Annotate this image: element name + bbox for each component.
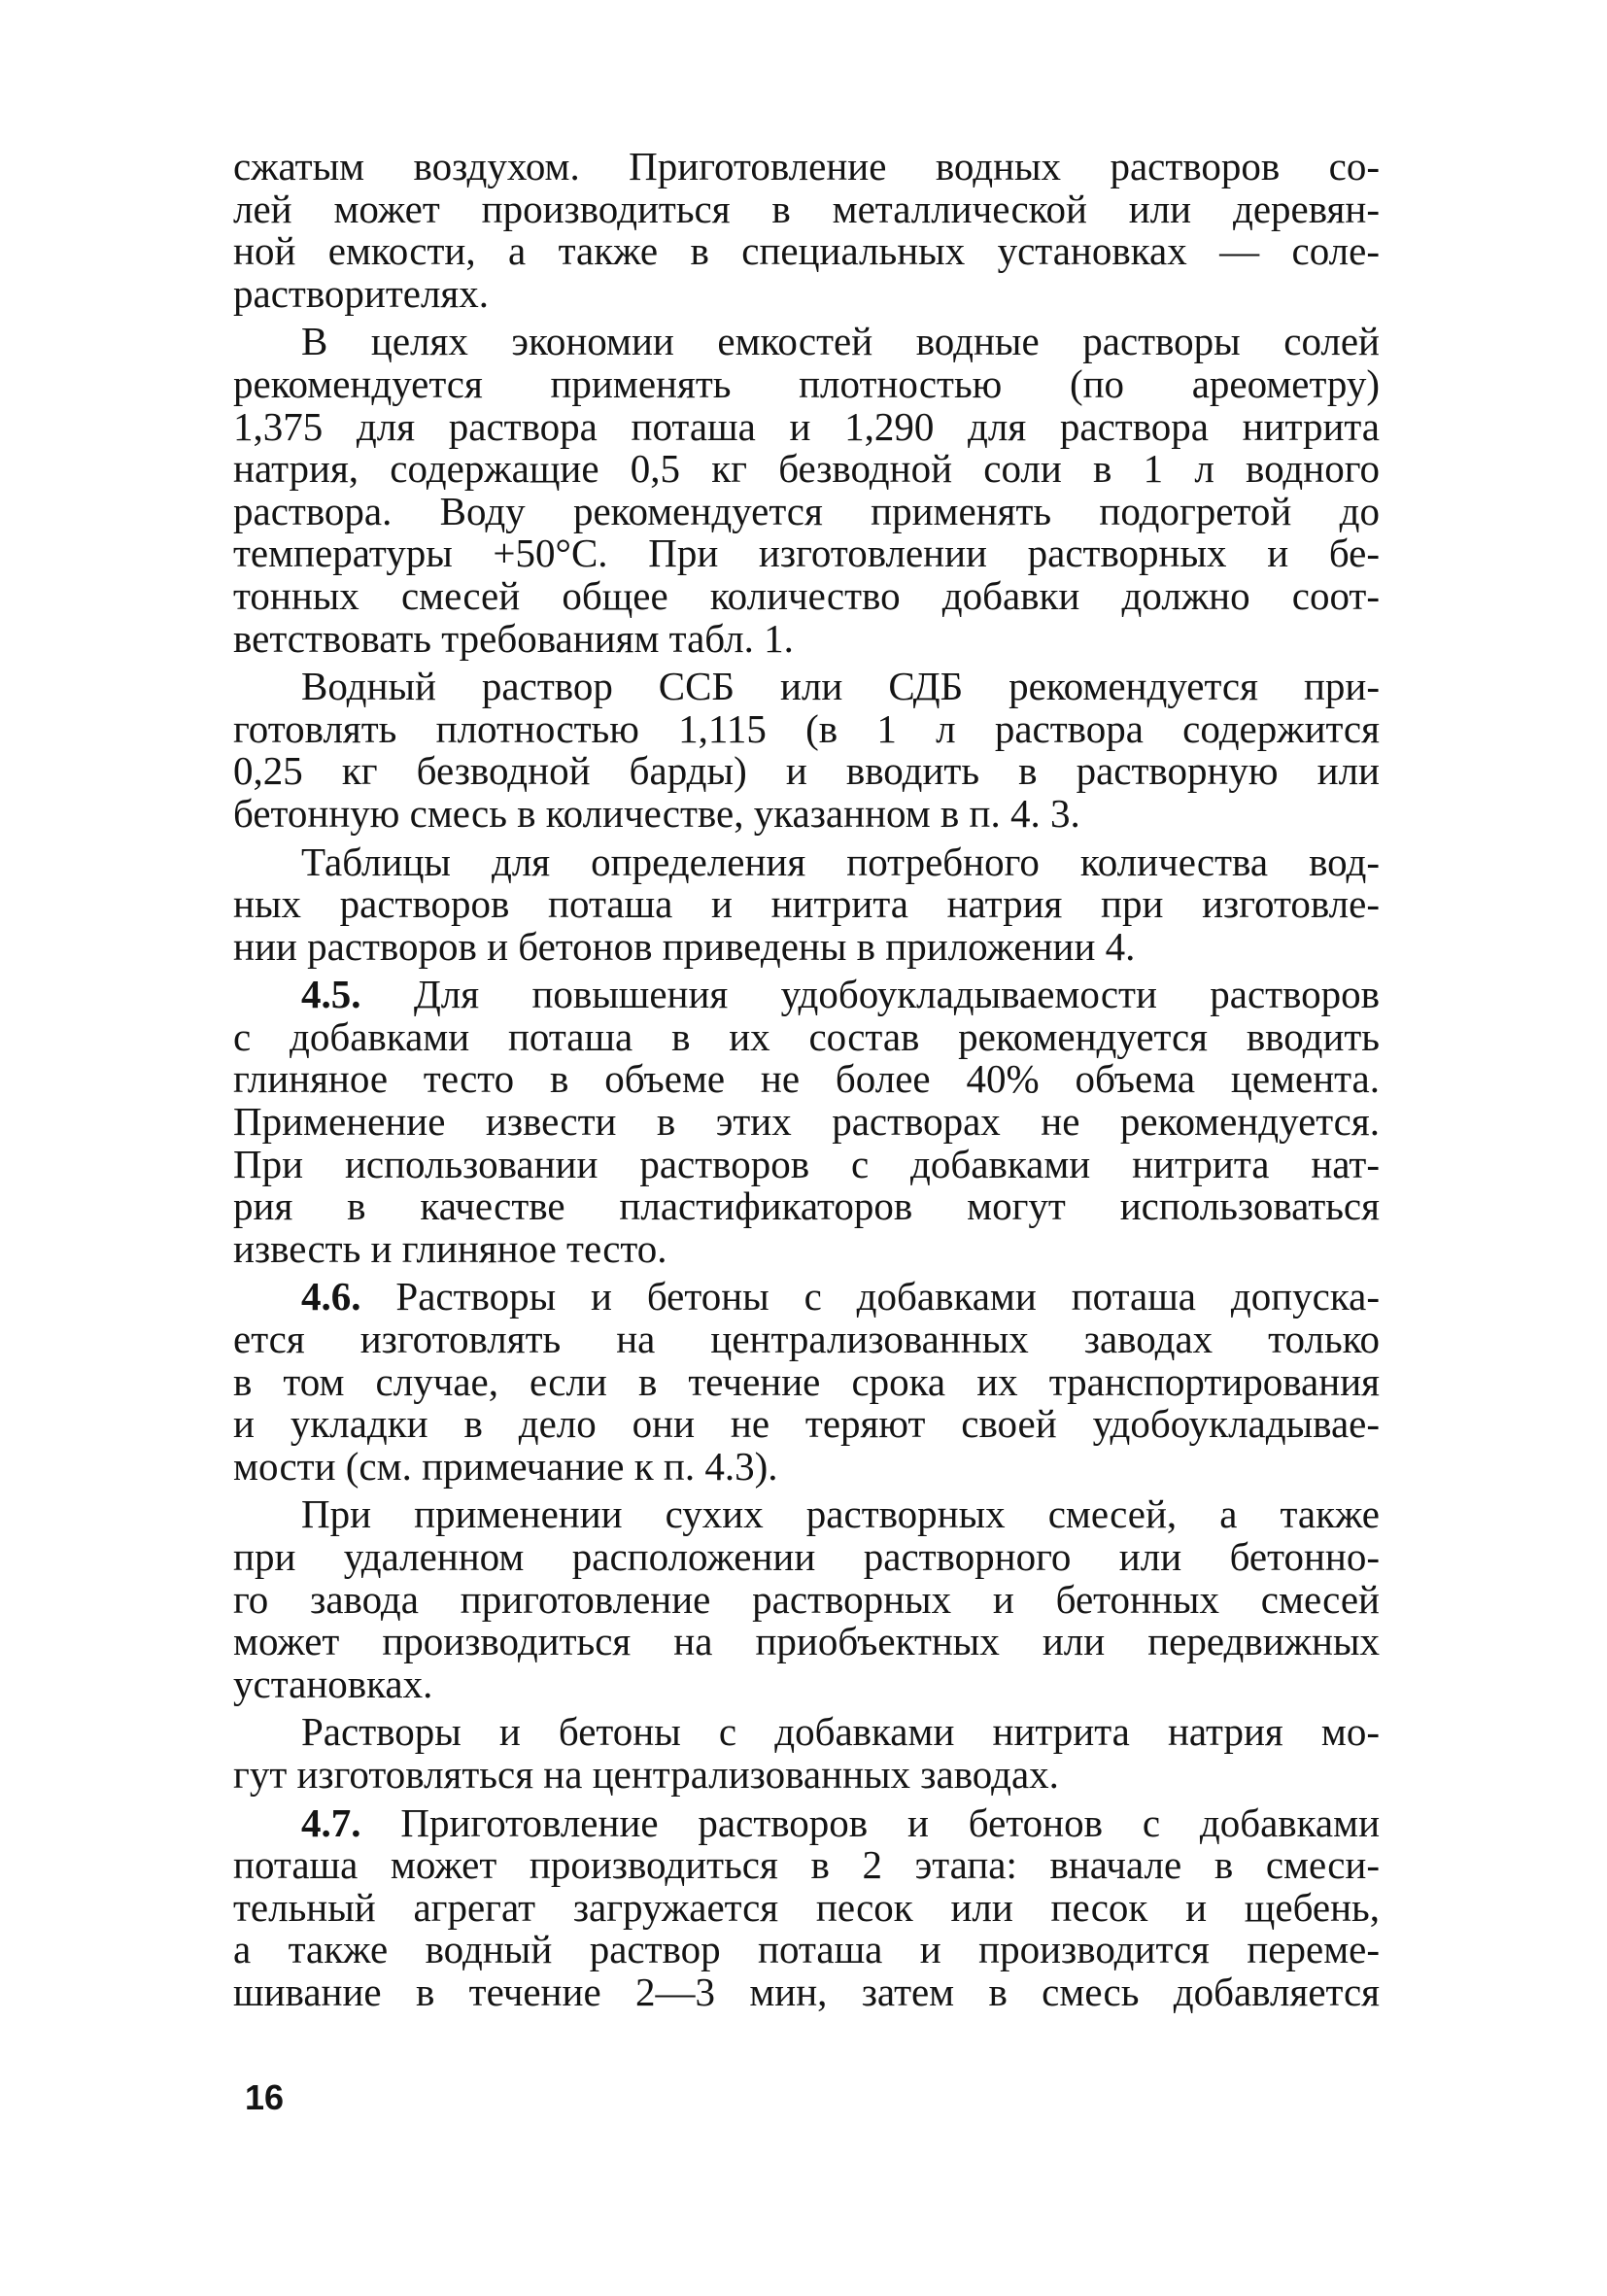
text-line: рекомендуется применять плотностью (по ареометру) [233, 360, 1380, 406]
paragraph-dry-mixes [233, 1493, 1380, 1705]
text-line: натрия, содержащие 0,5 кг безводной соли в 1 л водного [233, 446, 1380, 492]
section-number: 4.7. [301, 1799, 361, 1845]
text-line: готовлять плотностью 1,115 (в 1 л раствора содержится [233, 705, 1380, 751]
paragraph-continuation [233, 146, 1380, 315]
text-line: в том случае, если в течение срока их транспортирования [233, 1358, 1380, 1404]
text-line: и укладки в дело они не теряют своей удобоукладывае- [233, 1401, 1380, 1447]
text-line: растворителях. [233, 270, 490, 316]
text-line: Растворы и бетоны с добавками нитрита натрия мо- [301, 1709, 1380, 1755]
text-line: тельный агрегат загружается песок или песок и щебень, [233, 1884, 1380, 1930]
text-line: с добавками поташа в их состав рекомендуется вводить [233, 1013, 1380, 1059]
line-text: Приготовление растворов и бетонов с добавками [400, 1799, 1381, 1845]
line-text: Для повышения удобоукладываемости растворов [413, 972, 1380, 1017]
text-line: ной емкости, а также в специальных установках — соле- [233, 228, 1380, 274]
text-line [233, 1799, 1381, 1845]
paragraph-ssb-solution [233, 666, 1380, 835]
text-line: бетонную смесь в количестве, указанном в п. 4. 3. [233, 790, 1080, 836]
text-line: установках. [233, 1661, 433, 1706]
text-line: В целях экономии емкостей водные растворы солей [301, 319, 1380, 364]
text-line: сжатым воздухом. Приготовление водных растворов со- [233, 144, 1380, 188]
section-number: 4.5. [301, 972, 361, 1017]
text-line: гут изготовляться на централизованных заводах. [233, 1751, 1059, 1797]
paragraph-nitrite-plants [233, 1711, 1380, 1796]
text-line: нии растворов и бетонов приведены в приложении 4. [233, 923, 1136, 969]
text-line: 1,375 для раствора поташа и 1,290 для раствора нитрита [233, 403, 1380, 449]
text-line: ных растворов поташа и нитрита натрия при изготовле- [233, 881, 1380, 927]
text-line: известь и глиняное тесто. [233, 1225, 667, 1271]
text-line: раствора. Воду рекомендуется применять подогретой до [233, 488, 1380, 533]
text-line: шивание в течение 2—3 мин, затем в смесь добавляется [233, 1969, 1380, 2014]
section-number: 4.6. [301, 1274, 361, 1319]
text-line: Применение извести в этих растворах не рекомендуется. [233, 1099, 1380, 1145]
text-line [233, 1276, 1380, 1319]
page-number: 16 [245, 2077, 285, 2117]
text-line: глиняное тесто в объеме не более 40% объема цемента. [233, 1056, 1380, 1102]
text-line: мости (см. примечание к п. 4.3). [233, 1443, 778, 1489]
section-4-6 [233, 1276, 1380, 1488]
text-line: температуры +50°С. При изготовлении растворных и бе- [233, 531, 1380, 576]
text-line: а также водный раствор поташа и производится переме- [233, 1927, 1380, 1972]
text-line: Таблицы для определения потребного количества вод- [301, 839, 1380, 884]
text-line: го завода приготовление растворных и бетонных смесей [233, 1576, 1380, 1622]
section-4-5 [233, 974, 1380, 1270]
text-line: рия в качестве пластификаторов могут использоваться [233, 1183, 1380, 1229]
text-line [233, 974, 1380, 1016]
section-4-7 [233, 1799, 1381, 2014]
text-line: поташа может производиться в 2 этапа: вначале в смеси- [233, 1842, 1380, 1888]
text-line: При использовании растворов с добавками нитрита нат- [233, 1141, 1380, 1186]
line-text: Растворы и бетоны с добавками поташа допуска- [395, 1274, 1381, 1319]
text-line: лей может производиться в металлической или деревян- [233, 186, 1380, 231]
text-line: ветствовать требованиям табл. 1. [233, 615, 794, 661]
paragraph-tables-reference [233, 841, 1380, 969]
text-line: при удаленном расположении растворного или бетонно- [233, 1534, 1380, 1579]
text-line: ется изготовлять на централизованных заводах только [233, 1317, 1380, 1362]
text-line: тонных смесей общее количество добавки должно соот- [233, 572, 1380, 618]
paragraph-solution-density [233, 321, 1380, 660]
page-body [233, 146, 1380, 2020]
text-line: 0,25 кг безводной барды) и вводить в растворную или [233, 748, 1380, 794]
text-line: может производиться на приобъектных или передвижных [233, 1619, 1380, 1664]
text-line: Водный раствор ССБ или СДБ рекомендуется при- [301, 664, 1380, 709]
text-line: При применении сухих растворных смесей, а также [301, 1491, 1380, 1537]
